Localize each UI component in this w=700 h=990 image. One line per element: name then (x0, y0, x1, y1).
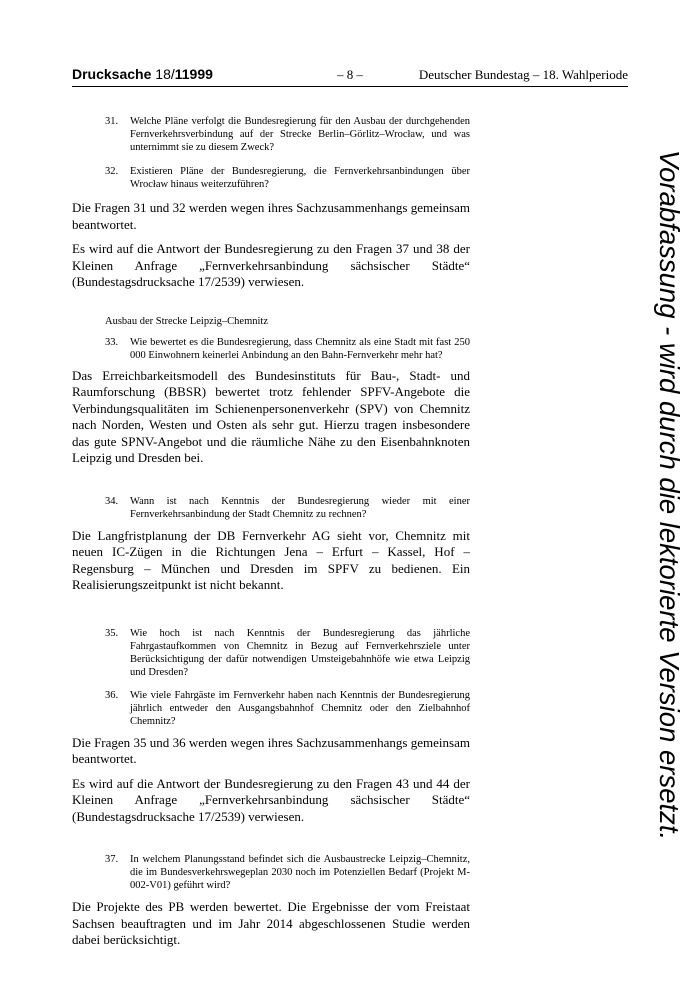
question-36 (105, 689, 470, 728)
question-number: 35. (105, 627, 119, 639)
question-33 (105, 336, 470, 362)
question-31 (105, 115, 470, 154)
answer-33: Das Erreichbarkeitsmodell des Bundesinstituts für Bau-, Stadt- und Raumforschung (BBSR) bewertet trotz fehlender SPFV-Angebote die Verbindungsqualitäten im Schienenpersonenverkehr (SPV) von Chemnitz nach Norden, Westen und Osten als sehr gut. Hierzu tragen insbesondere das gute SPNV-Angebot und die räumliche Nähe zu den Eisenbahnknoten Leipzig und Dresden bei. (72, 367, 470, 465)
page-number: – 8 – (337, 67, 363, 82)
question-number: 36. (105, 689, 119, 701)
question-text: Wie viele Fahrgäste im Fernverkehr haben nach Kenntnis der Bundesregierung jährlich entweder den Ausgangsbahnhof Chemnitz oder den Zielbahnhof Chemnitz? (130, 689, 470, 727)
page-header (72, 66, 628, 87)
document-body (72, 115, 470, 949)
question-32 (105, 165, 470, 191)
draft-watermark: Vorabfassung - wird durch die lektorierte Version ersetzt. (654, 149, 685, 841)
question-number: 32. (105, 166, 119, 177)
question-number: 37. (105, 854, 119, 865)
answer-31-32-paragraph-2: Es wird auf die Antwort der Bundesregierung zu den Fragen 37 und 38 der Kleinen Anfrage „Fernverkehrsanbindung sächsischer Städte“ (Bundestagsdrucksache 17/2539) verwiesen. (72, 241, 470, 289)
question-text: Existieren Pläne der Bundesregierung, die Fernverkehrsanbindungen über Wrocław hinaus weiterzuführen? (130, 166, 470, 190)
question-34 (105, 495, 470, 521)
section-subheading: Ausbau der Strecke Leipzig–Chemnitz (105, 315, 268, 327)
answer-35-36-paragraph-2: Es wird auf die Antwort der Bundesregierung zu den Fragen 43 und 44 der Kleinen Anfrage „Fernverkehrsanbindung sächsischer Städte“ (Bundestagsdrucksache 17/2539) verwiesen. (72, 775, 470, 824)
answer-31-32-paragraph-1: Die Fragen 31 und 32 werden wegen ihres Sachzusammenhangs gemeinsam beantwortet. (72, 200, 470, 232)
question-text: In welchem Planungsstand befindet sich die Ausbaustrecke Leipzig–Chemnitz, die im Bundesverkehrswegeplan 2030 noch im Potenziellen Bedarf (Projekt M-002-V01) geführt wird? (130, 854, 470, 891)
question-37 (105, 853, 470, 892)
answer-35-36-paragraph-1: Die Fragen 35 und 36 werden wegen ihres Sachzusammenhangs gemeinsam beantwortet. (72, 734, 470, 766)
question-text: Wann ist nach Kenntnis der Bundesregierung wieder mit einer Fernverkehrsanbindung der Stadt Chemnitz zu rechnen? (130, 495, 470, 520)
parliament-label: Deutscher Bundestag – 18. Wahlperiode (418, 67, 628, 82)
question-number: 31. (105, 116, 119, 127)
question-number: 34. (105, 495, 119, 507)
answer-37: Die Projekte des PB werden bewertet. Die Ergebnisse der vom Freistaat Sachsen beauftragten und im Jahr 2014 abgeschlossenen Studie werden dabei berücksichtigt. (72, 899, 470, 947)
answer-34: Die Langfristplanung der DB Fernverkehr AG sieht vor, Chemnitz mit neuen IC-Zügen in die Richtungen Jena – Erfurt – Kassel, Hof – Regensburg – München und Dresden im SPFV zu bedienen. Ein Realisierungszeitpunkt ist nicht bekannt. (72, 527, 470, 592)
question-text: Wie bewertet es die Bundesregierung, dass Chemnitz als eine Stadt mit fast 250 000 Einwohnern keinerlei Anbindung an den Bahn-Fernverkehr mehr hat? (130, 336, 470, 361)
question-number: 33. (105, 336, 119, 348)
document-number: Drucksache 18/11999 (72, 66, 213, 82)
question-text: Welche Pläne verfolgt die Bundesregierung für den Ausbau der durchgehenden Fernverkehrsverbindung auf der Strecke Berlin–Görlitz–Wrocław, und was unternimmt sie zu diesem Zweck? (130, 116, 470, 153)
question-35 (105, 627, 470, 679)
question-text: Wie hoch ist nach Kenntnis der Bundesregierung das jährliche Fahrgastaufkommen von Chemnitz in Bezug auf Fernverkehrsziele unter Berücksichtigung der dafür notwendigen Umsteigebahnhöfe wie etwa Leipzig und Dresden? (130, 627, 470, 678)
